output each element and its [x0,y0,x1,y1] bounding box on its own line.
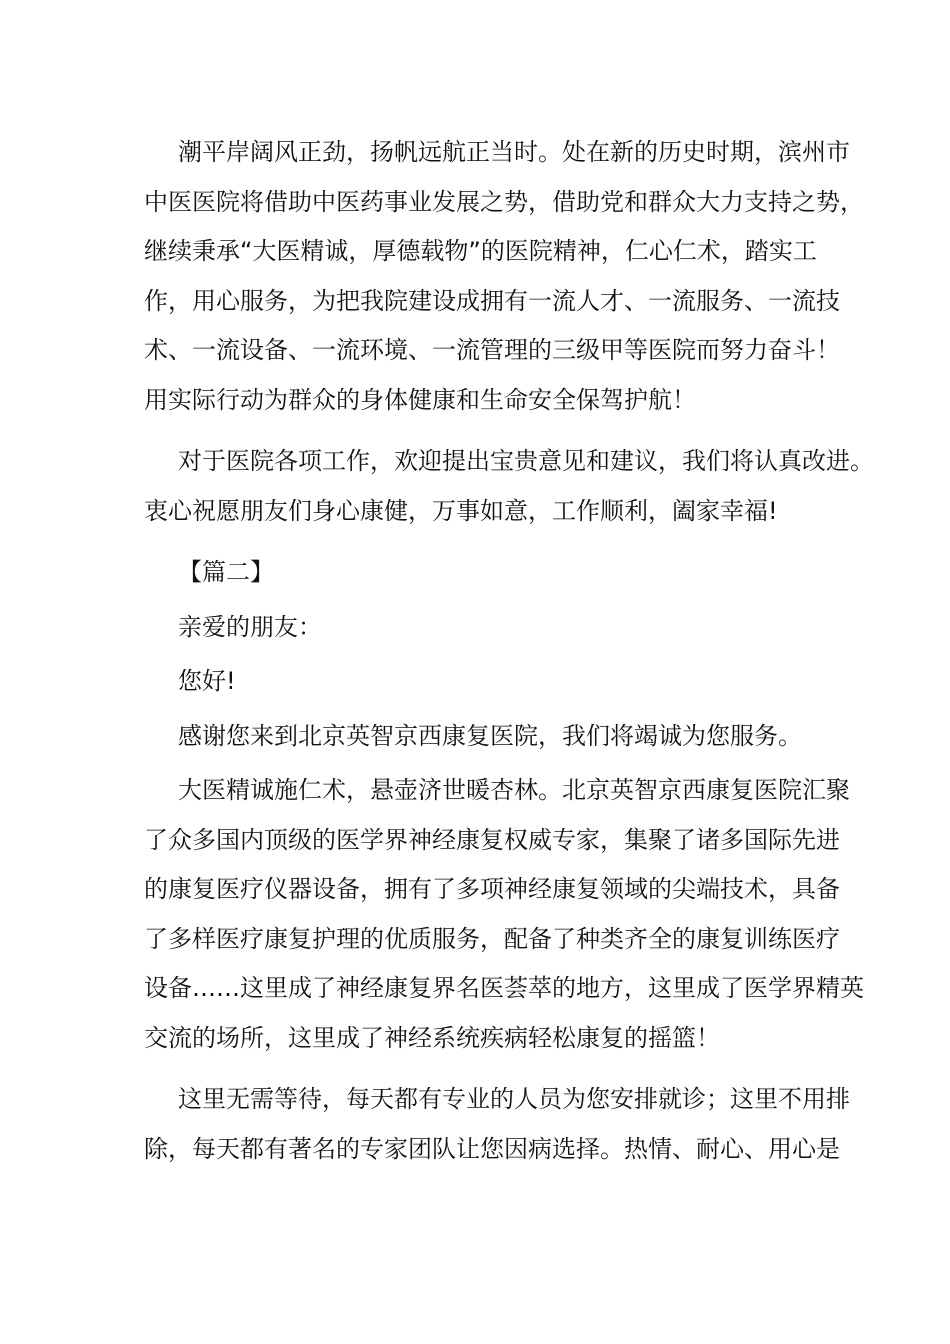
text-line: 的康复医疗仪器设备，拥有了多项神经康复领域的尖端技术，具备 [144,875,840,903]
section-heading: 【篇二】 [178,558,274,586]
paragraph-hospital-intro [144,766,864,1063]
document-body [144,128,874,1186]
text-line: 中医医院将借助中医药事业发展之势，借助党和群众大力支持之势， [144,187,864,216]
text-line: 了多样医疗康复护理的优质服务，配备了种类齐全的康复训练医疗 [144,924,840,953]
text-line: 这里无需等待，每天都有专业的人员为您安排就诊；这里不用排 [178,1085,850,1113]
salutation: 亲爱的朋友： [178,612,322,641]
text-line: 继续秉承“大医精诚，厚德载物”的医院精神，仁心仁术，踏实工 [144,237,817,265]
welcome-line: 感谢您来到北京英智京西康复医院，我们将竭诚为您服务。 [178,721,802,750]
paragraph-service [144,1075,850,1174]
text-line: 衷心祝愿朋友们身心康健，万事如意，工作顺利，阖家幸福! [144,496,778,525]
text-line: 术、一流设备、一流环境、一流管理的三级甲等医院而努力奋斗！ [144,336,840,364]
text-line: 交流的场所，这里成了神经系统疾病轻松康复的摇篮！ [144,1023,720,1052]
text-line: 设备……这里成了神经康复界名医荟萃的地方，这里成了医学界精英 [144,974,864,1002]
paragraph-hospital-vision [144,128,864,425]
text-line: 大医精诚施仁术，悬壶济世暖杏林。北京英智京西康复医院汇聚 [178,776,850,804]
text-line: 除，每天都有著名的专家团队让您因病选择。热情、耐心、用心是 [144,1134,840,1163]
paragraph-feedback-wishes [144,437,874,536]
text-line: 用实际行动为群众的身体健康和生命安全保驾护航！ [144,385,696,414]
greeting: 您好! [178,667,236,695]
text-line: 了众多国内顶级的医学界神经康复权威专家，集聚了诸多国际先进 [144,825,840,854]
text-line: 作，用心服务，为把我院建设成拥有一流人才、一流服务、一流技 [144,286,840,315]
text-line: 对于医院各项工作，欢迎提出宝贵意见和建议，我们将认真改进。 [178,447,874,475]
text-line: 潮平岸阔风正劲，扬帆远航正当时。处在新的历史时期，滨州市 [178,138,850,166]
